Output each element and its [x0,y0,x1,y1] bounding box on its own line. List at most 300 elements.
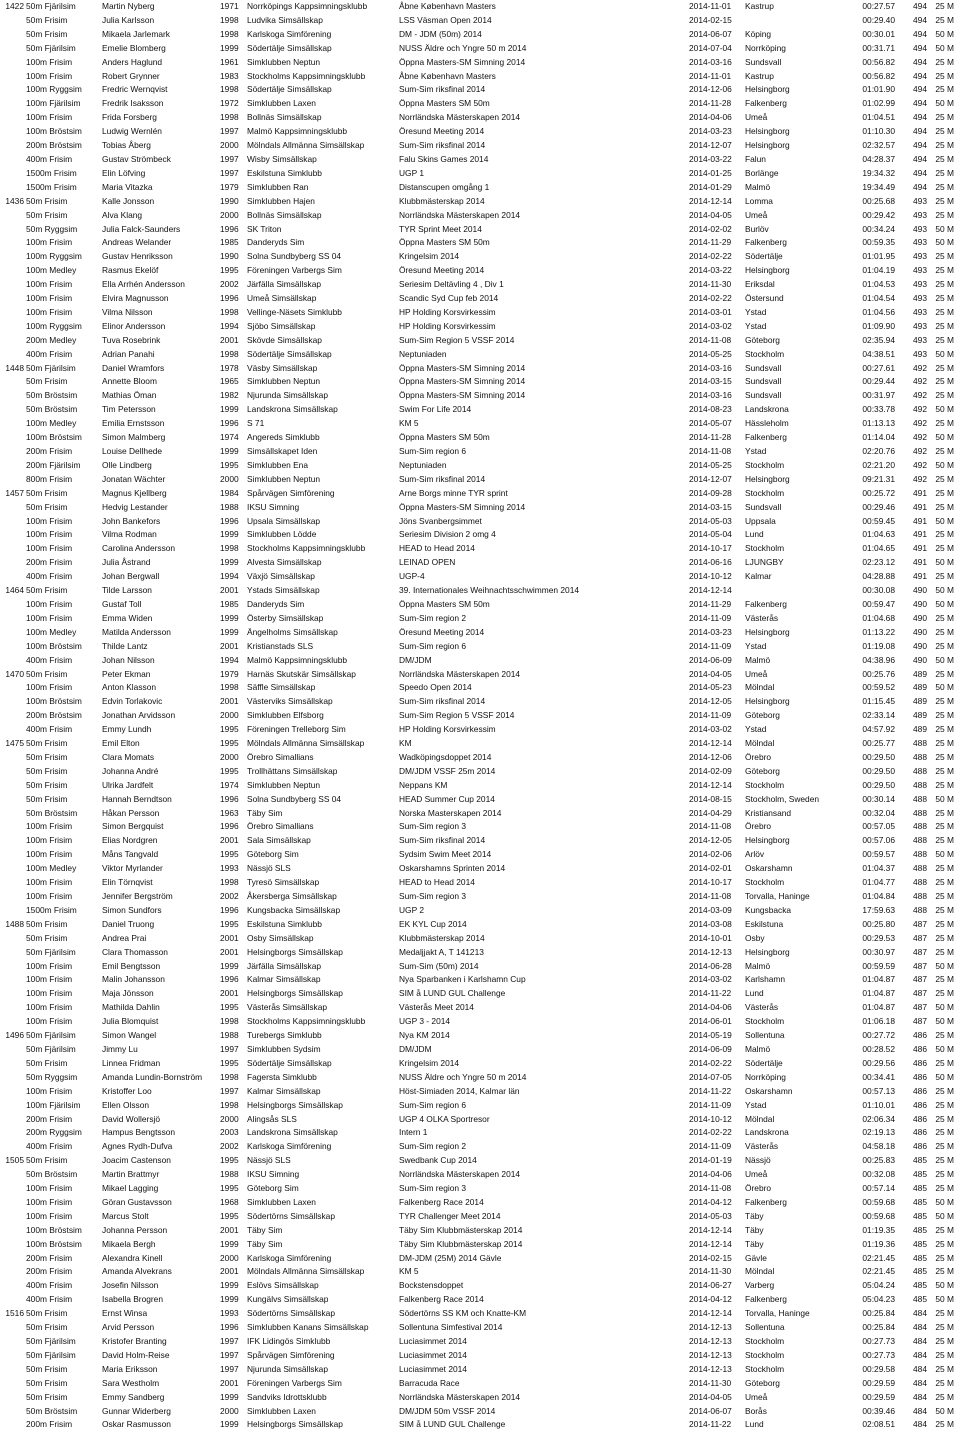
pool-cell: 25 M [935,1113,954,1124]
competition-cell: Täby Sim Klubbmästerskap 2014 [399,1238,523,1249]
birth-year-cell: 2000 [220,710,239,721]
event-cell: 100m Bröstsim [26,1224,82,1235]
table-row [0,779,960,793]
points-cell: 485 [913,1280,927,1291]
event-cell: 50m Frisim [26,487,68,498]
time-cell: 00:27.73 [862,1336,895,1346]
event-cell: 50m Frisim [26,1363,68,1374]
city-cell: Hässleholm [745,418,789,429]
pool-cell: 50 M [935,1071,954,1082]
swimmer-name-cell: Linnea Fridman [102,1057,161,1068]
competition-cell: Barracuda Race [399,1377,460,1388]
swimmer-name-cell: Elin Törnqvist [102,877,153,888]
points-cell: 488 [913,849,927,860]
city-cell: Göteborg [745,765,780,776]
rank-cell: 1436 [5,195,24,206]
table-row [0,42,960,56]
table-row [0,1168,960,1182]
time-cell: 01:04.87 [862,988,895,999]
city-cell: Eskilstuna [745,918,784,929]
city-cell: Umeå [745,209,768,220]
time-cell: 00:30.97 [862,946,895,957]
points-cell: 490 [913,585,927,596]
rank-cell [0,445,26,459]
table-row [0,139,960,153]
swimmer-name-cell: Amanda Alvekrans [102,1266,172,1277]
time-cell: 01:04.87 [862,1002,895,1013]
event-cell: 50m Frisim [26,585,68,596]
rank-cell [0,987,26,1001]
swimmer-name-cell: David Holm-Reise [102,1349,170,1360]
date-cell: 2014-11-09 [689,640,732,651]
birth-year-cell: 1988 [220,501,239,512]
rank-cell [0,570,26,584]
pool-cell: 50 M [935,849,954,860]
birth-year-cell: 1997 [220,1363,239,1374]
points-cell: 491 [913,529,927,540]
swimmer-name-cell: Kalle Jonsson [102,195,155,206]
time-cell: 00:32.04 [862,807,895,818]
time-cell: 00:57.13 [862,1085,895,1096]
event-cell: 50m Ryggsim [26,1071,78,1082]
event-cell: 200m Medley [26,334,77,345]
time-cell: 01:01.95 [862,251,895,262]
swimmer-name-cell: Simon Sundfors [102,904,162,915]
city-cell: Landskrona [745,404,789,415]
club-cell: Simklubben Neptun [247,779,321,790]
time-cell: 00:59.68 [862,1210,895,1221]
pool-cell: 25 M [935,181,954,192]
rank-cell [0,473,26,487]
pool-cell: 25 M [935,779,954,790]
swimmer-name-cell: Magnus Kjellberg [102,487,167,498]
club-cell: Simklubben Neptun [247,56,321,67]
swimmer-name-cell: Elin Löfving [102,167,146,178]
points-cell: 486 [913,1043,927,1054]
event-cell: 50m Fjärilsim [26,42,76,53]
birth-year-cell: 1968 [220,1196,239,1207]
swimmer-name-cell: Emil Elton [102,738,140,749]
date-cell: 2014-12-05 [689,696,732,707]
competition-cell: SIM å LUND GUL Challenge [399,1419,506,1430]
points-cell: 492 [913,390,927,401]
points-cell: 484 [913,1322,927,1333]
date-cell: 2014-03-02 [689,320,732,331]
competition-cell: Norska Masterskapen 2014 [399,807,502,818]
points-cell: 488 [913,891,927,901]
table-row [0,362,960,376]
competition-cell: Norrländska Mästerskapen 2014 [399,209,521,220]
rank-cell: 1516 [5,1308,24,1319]
birth-year-cell: 2002 [220,891,239,901]
event-cell: 200m Bröstsim [26,140,82,151]
swimmer-name-cell: Emil Bengtsson [102,960,161,971]
table-row [0,668,960,682]
table-row [0,946,960,960]
pool-cell: 25 M [935,56,954,67]
date-cell: 2014-12-14 [689,195,732,206]
table-row [0,987,960,1001]
pool-cell: 25 M [935,821,954,832]
rank-cell [0,1071,26,1085]
rank-cell [0,28,26,42]
rank-cell [0,403,26,417]
points-cell: 488 [913,738,927,749]
rank-cell [0,139,26,153]
event-cell: 400m Frisim [26,654,73,665]
table-row [0,56,960,70]
competition-cell: Sum-Sim riksfinal 2014 [399,140,486,151]
event-cell: 100m Frisim [26,237,73,248]
competition-cell: DM/JDM [399,654,432,665]
city-cell: Göteborg [745,1377,780,1388]
birth-year-cell: 1996 [220,904,239,915]
birth-year-cell: 1994 [220,654,239,665]
time-cell: 01:04.65 [862,543,895,554]
event-cell: 100m Frisim [26,293,73,304]
city-cell: Helsingborg [745,265,790,276]
competition-cell: Öppna Masters-SM Simning 2014 [399,390,526,401]
date-cell: 2014-12-14 [689,779,732,790]
table-row [0,737,960,751]
competition-cell: Neptuniaden [399,459,447,470]
points-cell: 489 [913,724,927,735]
table-row [0,1335,960,1349]
swimmer-name-cell: Carolina Andersson [102,543,176,554]
birth-year-cell: 1998 [220,1071,239,1082]
birth-year-cell: 1999 [220,557,239,568]
table-row [0,820,960,834]
club-cell: Örebro Simallians [247,821,314,832]
points-cell: 493 [913,223,927,234]
event-cell: 100m Frisim [26,1085,73,1096]
date-cell: 2014-01-25 [689,167,732,178]
rank-cell [0,97,26,111]
pool-cell: 25 M [935,918,954,929]
swimmer-name-cell: Mikael Lagging [102,1183,159,1194]
date-cell: 2014-03-23 [689,126,732,137]
event-cell: 50m Frisim [26,932,68,943]
time-cell: 00:32.08 [862,1169,895,1180]
date-cell: 2014-03-02 [689,974,732,985]
city-cell: Arlöv [745,849,765,860]
date-cell: 2014-01-29 [689,181,732,192]
city-cell: Göteborg [745,334,780,345]
competition-cell: DM/JDM VSSF 25m 2014 [399,765,496,776]
club-cell: Simklubben Hajen [247,195,315,206]
event-cell: 50m Frisim [26,793,68,804]
date-cell: 2014-11-28 [689,432,732,443]
table-row [0,1140,960,1154]
table-row [0,1113,960,1127]
rank-cell [0,1126,26,1140]
swimmer-name-cell: Malin Johansson [102,974,165,985]
club-cell: Nässjö SLS [247,863,291,874]
club-cell: Södertälje Simsällskap [247,84,332,95]
points-cell: 488 [913,835,927,846]
points-cell: 489 [913,710,927,721]
birth-year-cell: 1999 [220,626,239,637]
date-cell: 2014-03-16 [689,362,732,373]
rank-cell [0,542,26,556]
event-cell: 100m Fjärilsim [26,98,81,109]
date-cell: 2014-12-13 [689,1363,732,1374]
rank-cell [0,417,26,431]
table-row [0,70,960,84]
club-cell: Njurunda Simsällskap [247,1363,328,1374]
swimmer-name-cell: Hedvig Lestander [102,501,168,512]
date-cell: 2014-10-01 [689,932,732,943]
points-cell: 494 [913,56,927,67]
city-cell: Sundsvall [745,56,782,67]
pool-cell: 25 M [935,153,954,164]
event-cell: 100m Frisim [26,306,73,317]
rank-cell [0,320,26,334]
swimmer-name-cell: Måns Tangvald [102,849,159,860]
rank-cell [0,1224,26,1238]
competition-cell: Neptuniaden [399,348,447,359]
table-row [0,793,960,807]
rank-cell [0,1349,26,1363]
table-row [0,1252,960,1266]
city-cell: Umeå [745,112,768,123]
event-cell: 100m Frisim [26,974,73,985]
pool-cell: 50 M [935,1016,954,1027]
points-cell: 485 [913,1169,927,1180]
pool-cell: 25 M [935,974,954,985]
pool-cell: 25 M [935,1030,954,1041]
city-cell: Södertälje [745,251,783,262]
time-cell: 00:31.97 [862,390,895,401]
time-cell: 02:08.51 [862,1419,895,1430]
date-cell: 2014-10-12 [689,1113,732,1124]
points-cell: 494 [913,140,927,151]
table-row [0,1043,960,1057]
birth-year-cell: 1999 [220,446,239,456]
time-cell: 02:32.57 [862,140,895,151]
points-cell: 494 [913,153,927,164]
club-cell: Simsällskapet Iden [247,446,318,456]
competition-cell: HEAD to Head 2014 [399,543,475,554]
pool-cell: 50 M [935,42,954,53]
points-cell: 484 [913,1405,927,1416]
date-cell: 2014-05-04 [689,529,732,540]
competition-cell: Swim For Life 2014 [399,404,472,415]
points-cell: 493 [913,320,927,331]
rank-cell [0,153,26,167]
city-cell: Västerås [745,1141,779,1152]
birth-year-cell: 1990 [220,251,239,262]
swimmer-name-cell: Ernst Winsa [102,1308,148,1319]
table-row [0,1071,960,1085]
city-cell: Karlshamn [745,974,786,985]
date-cell: 2014-04-29 [689,807,732,818]
competition-cell: KM 5 [399,418,419,429]
birth-year-cell: 1998 [220,306,239,317]
date-cell: 2014-12-06 [689,84,732,95]
swimmer-name-cell: Olle Lindberg [102,459,152,470]
birth-year-cell: 1979 [220,181,239,192]
city-cell: Lomma [745,195,773,206]
competition-cell: Öppna Masters-SM Simning 2014 [399,501,526,512]
time-cell: 01:04.68 [862,612,895,623]
rank-cell [0,125,26,139]
time-cell: 00:59.45 [862,515,895,526]
competition-cell: UGP 2 [399,904,424,915]
swimmer-name-cell: Emelie Blomberg [102,42,166,53]
club-cell: Landskrona Simsällskap [247,1127,338,1138]
event-cell: 100m Frisim [26,877,73,888]
swimmer-name-cell: Gustav Strömbeck [102,153,171,164]
birth-year-cell: 1998 [220,1099,239,1110]
pool-cell: 25 M [935,251,954,262]
date-cell: 2014-12-14 [689,738,732,749]
pool-cell: 25 M [935,904,954,915]
pool-cell: 25 M [935,1419,954,1430]
event-cell: 100m Bröstsim [26,640,82,651]
club-cell: Kalmar Simsällskap [247,974,321,985]
swimmer-name-cell: Maja Jönsson [102,988,154,999]
birth-year-cell: 1997 [220,1336,239,1346]
table-row [0,973,960,987]
city-cell: Kristiansand [745,807,792,818]
competition-cell: Sum-Sim region 6 [399,640,467,651]
rank-cell [0,960,26,974]
rank-cell [0,1113,26,1127]
birth-year-cell: 1965 [220,376,239,387]
city-cell: Ystad [745,640,767,651]
city-cell: Stockholm [745,348,785,359]
competition-cell: Sum-Sim region 2 [399,1141,467,1152]
rank-cell [0,779,26,793]
competition-cell: Sum-Sim riksfinal 2014 [399,473,486,484]
club-cell: Spårvägen Simförening [247,1349,335,1360]
rank-cell [0,181,26,195]
table-row [0,890,960,904]
time-cell: 00:29.53 [862,932,895,943]
date-cell: 2014-02-09 [689,765,732,776]
club-cell: Växjö Simsällskap [247,571,315,582]
table-row [0,681,960,695]
pool-cell: 25 M [935,1224,954,1235]
points-cell: 490 [913,626,927,637]
pool-cell: 25 M [935,710,954,721]
rank-cell [0,904,26,918]
date-cell: 2014-11-22 [689,1419,732,1430]
points-cell: 484 [913,1419,927,1430]
time-cell: 01:10.30 [862,126,895,137]
birth-year-cell: 1971 [220,1,239,11]
city-cell: Ystad [745,446,767,456]
city-cell: Helsingborg [745,473,790,484]
table-row [0,459,960,473]
competition-cell: Falkenberg Race 2014 [399,1196,484,1207]
swimmer-name-cell: Mathilda Dahlin [102,1002,160,1013]
date-cell: 2014-05-25 [689,459,732,470]
city-cell: Mölndal [745,738,775,749]
club-cell: Spårvägen Simförening [247,487,335,498]
points-cell: 494 [913,167,927,178]
city-cell: Södertälje [745,1057,783,1068]
table-row [0,223,960,237]
competition-cell: Luciasimmet 2014 [399,1349,467,1360]
city-cell: Malmö [745,181,771,192]
time-cell: 02:35.94 [862,334,895,345]
pool-cell: 50 M [935,598,954,609]
city-cell: Nässjö [745,1155,771,1166]
time-cell: 00:27.57 [862,1,895,11]
rank-cell: 1496 [5,1030,24,1041]
pool-cell: 25 M [935,362,954,373]
city-cell: Kastrup [745,1,774,11]
time-cell: 00:29.50 [862,779,895,790]
rank-cell [0,1293,26,1307]
swimmer-name-cell: Johan Bergwall [102,571,160,582]
rank-cell [0,278,26,292]
date-cell: 2014-12-14 [689,585,732,596]
points-cell: 487 [913,1002,927,1013]
points-cell: 488 [913,904,927,915]
table-row [0,97,960,111]
competition-cell: DM/JDM [399,1043,432,1054]
time-cell: 01:10.01 [862,1099,895,1110]
swimmer-name-cell: Simon Bergquist [102,821,164,832]
event-cell: 100m Frisim [26,56,73,67]
club-cell: Angereds Simklubb [247,432,320,443]
birth-year-cell: 1997 [220,1043,239,1054]
swimmer-name-cell: John Bankefors [102,515,161,526]
swimmer-name-cell: Göran Gustavsson [102,1196,172,1207]
pool-cell: 50 M [935,223,954,234]
points-cell: 486 [913,1141,927,1152]
birth-year-cell: 1963 [220,807,239,818]
time-cell: 00:29.46 [862,501,895,512]
competition-cell: Jöns Svanbergsimmet [399,515,482,526]
competition-cell: Kringelsim 2014 [399,251,460,262]
rank-cell [0,1363,26,1377]
club-cell: Helsingborgs Simsällskap [247,1099,343,1110]
club-cell: Simklubben Ran [247,181,309,192]
birth-year-cell: 1999 [220,42,239,53]
pool-cell: 50 M [935,515,954,526]
competition-cell: Sum-Sim region 3 [399,821,467,832]
competition-cell: Norrländska Mästerskapen 2014 [399,1169,521,1180]
time-cell: 00:28.52 [862,1043,895,1054]
city-cell: Stockholm [745,459,785,470]
event-cell: 200m Frisim [26,1113,73,1124]
date-cell: 2014-11-08 [689,891,732,901]
city-cell: Lund [745,988,764,999]
date-cell: 2014-04-12 [689,1294,732,1305]
swimmer-name-cell: Andrea Prai [102,932,147,943]
rank-cell [0,223,26,237]
date-cell: 2014-10-12 [689,571,732,582]
date-cell: 2014-06-27 [689,1280,732,1291]
club-cell: Österby Simsällskap [247,612,324,623]
time-cell: 01:04.87 [862,974,895,985]
city-cell: Osby [745,932,765,943]
birth-year-cell: 1998 [220,1016,239,1027]
points-cell: 485 [913,1266,927,1277]
birth-year-cell: 1972 [220,98,239,109]
birth-year-cell: 1999 [220,1294,239,1305]
points-cell: 490 [913,612,927,623]
club-cell: Järfälla Simsällskap [247,960,322,971]
pool-cell: 25 M [935,279,954,290]
date-cell: 2014-10-17 [689,877,732,888]
date-cell: 2014-03-22 [689,153,732,164]
city-cell: Norrköping [745,1071,786,1082]
